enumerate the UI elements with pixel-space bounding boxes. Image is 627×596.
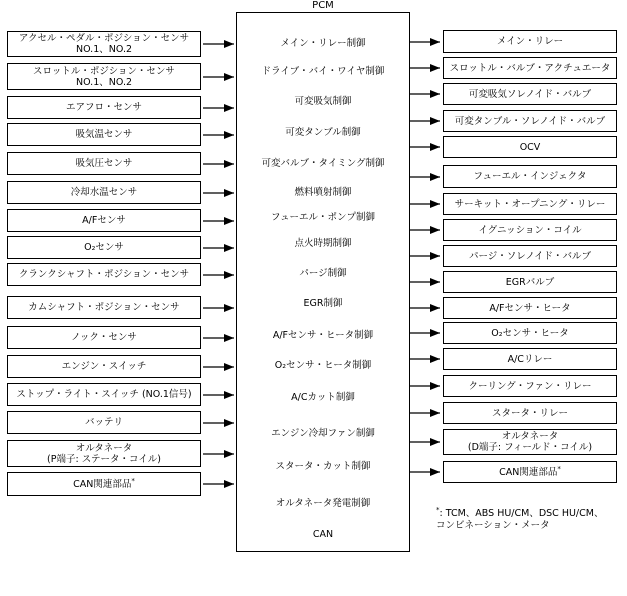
input-box <box>7 152 201 175</box>
input-box <box>7 326 201 349</box>
output-label: スロットル・バルブ・アクチュエータ <box>449 62 611 74</box>
input-label: NO.1、NO.2 <box>75 76 133 88</box>
input-label: エアフロ・センサ <box>65 102 142 113</box>
input-label: 冷却水温センサ <box>70 187 138 198</box>
output-label: A/Cリレー <box>507 353 553 365</box>
output-label: EGRバルブ <box>505 276 555 288</box>
input-box <box>7 96 201 119</box>
input-box <box>7 123 201 146</box>
input-label: O₂センサ <box>84 242 124 253</box>
output-box <box>443 193 617 215</box>
output-box <box>443 322 617 344</box>
pcm-function-label: オルタネータ発電制御 <box>275 498 371 509</box>
footnote <box>436 505 604 532</box>
input-label: (P端子: ステータ・コイル) <box>47 453 161 465</box>
input-label: エンジン・スイッチ <box>61 361 147 372</box>
pcm-function-label: 可変吸気制御 <box>294 96 352 107</box>
input-box <box>7 355 201 378</box>
output-box <box>443 402 617 424</box>
output-label: 可変タンブル・ソレノイド・バルブ <box>454 115 606 127</box>
output-box <box>443 110 617 132</box>
output-label: サーキット・オープニング・リレー <box>454 198 606 210</box>
output-box <box>443 165 617 188</box>
input-label: スロットル・ポジション・センサ <box>33 65 175 77</box>
footnote-line-1: : TCM、ABS HU/CM、DSC HU/CM、 <box>439 508 604 519</box>
output-box <box>443 245 617 267</box>
input-label: CAN関連部品* <box>73 476 135 490</box>
output-box <box>443 297 617 319</box>
pcm-function-label: A/Cカット制御 <box>291 392 355 403</box>
input-label: アクセル・ペダル・ポジション・センサ <box>18 33 190 44</box>
output-label: パージ・ソレノイド・バルブ <box>468 250 592 262</box>
output-box <box>443 57 617 79</box>
pcm-function-label: 可変バルブ・タイミング制御 <box>261 158 385 169</box>
input-label: NO.1、NO.2 <box>75 44 133 55</box>
input-box <box>7 236 201 259</box>
pcm-function-label: エンジン冷却ファン制御 <box>271 428 375 439</box>
input-label: クランクシャフト・ポジション・センサ <box>18 269 190 280</box>
output-label: OCV <box>519 141 541 153</box>
input-box <box>7 296 201 319</box>
pcm-function-label: スタータ・カット制御 <box>275 461 371 472</box>
pcm-function-label: ドライブ・バイ・ワイヤ制御 <box>261 66 385 77</box>
output-label: フューエル・インジェクタ <box>473 171 587 182</box>
pcm-function-label: フューエル・ポンプ制御 <box>270 212 376 223</box>
input-box <box>7 411 201 434</box>
input-label: バッテリ <box>84 417 123 428</box>
input-box <box>7 440 201 467</box>
output-box <box>443 375 617 397</box>
input-box <box>7 263 201 286</box>
output-label: O₂センサ・ヒータ <box>491 327 569 339</box>
input-label: 吸気圧センサ <box>75 158 133 169</box>
output-box <box>443 461 617 483</box>
pcm-function-label: CAN <box>312 529 334 540</box>
output-label: (D端子: フィールド・コイル) <box>467 442 593 453</box>
output-box <box>443 348 617 370</box>
pcm-function-label: EGR制御 <box>303 298 343 309</box>
pcm-function-label: 可変タンブル制御 <box>285 127 361 138</box>
pcm-function-label: 燃料噴射制御 <box>294 187 352 198</box>
input-box <box>7 181 201 204</box>
input-label: ノック・センサ <box>71 332 137 343</box>
output-box <box>443 136 617 158</box>
footnote-mark: * <box>436 505 440 514</box>
input-label: 吸気温センサ <box>75 129 133 140</box>
output-footnote-mark: * <box>557 464 561 473</box>
output-label: スタータ・リレー <box>491 407 568 419</box>
output-label: A/Fセンサ・ヒータ <box>489 302 571 314</box>
pcm-function-label: メイン・リレー制御 <box>280 38 366 49</box>
output-label: イグニッション・コイル <box>478 224 582 236</box>
output-label: メイン・リレー <box>496 36 564 47</box>
pcm-function-label: O₂センサ・ヒータ制御 <box>274 360 372 371</box>
input-label: カムシャフト・ポジション・センサ <box>28 302 180 313</box>
input-label: A/Fセンサ <box>82 215 126 226</box>
input-box <box>7 383 201 406</box>
pcm-function-label: パージ制御 <box>299 268 347 279</box>
output-box <box>443 271 617 293</box>
output-box <box>443 30 617 53</box>
pcm-function-label: 点火時期制御 <box>294 238 352 249</box>
output-label: オルタネータ <box>501 431 559 442</box>
input-label: ストップ・ライト・スイッチ (NO.1信号) <box>16 389 192 400</box>
output-label: 可変吸気ソレノイド・バルブ <box>468 88 592 100</box>
footnote-line-2: コンビネーション・メータ <box>436 520 550 531</box>
output-box <box>443 429 617 455</box>
input-box <box>7 209 201 232</box>
output-label: クーリング・ファン・リレー <box>468 380 592 392</box>
input-box <box>7 63 201 90</box>
input-box <box>7 31 201 57</box>
pcm-function-label: A/Fセンサ・ヒータ制御 <box>272 330 374 341</box>
output-box <box>443 83 617 105</box>
output-label: CAN関連部品* <box>499 464 561 478</box>
input-label: オルタネータ <box>75 442 133 454</box>
input-footnote-mark: * <box>131 476 135 485</box>
input-box <box>7 472 201 496</box>
pcm-title: PCM <box>312 0 334 11</box>
output-box <box>443 219 617 241</box>
